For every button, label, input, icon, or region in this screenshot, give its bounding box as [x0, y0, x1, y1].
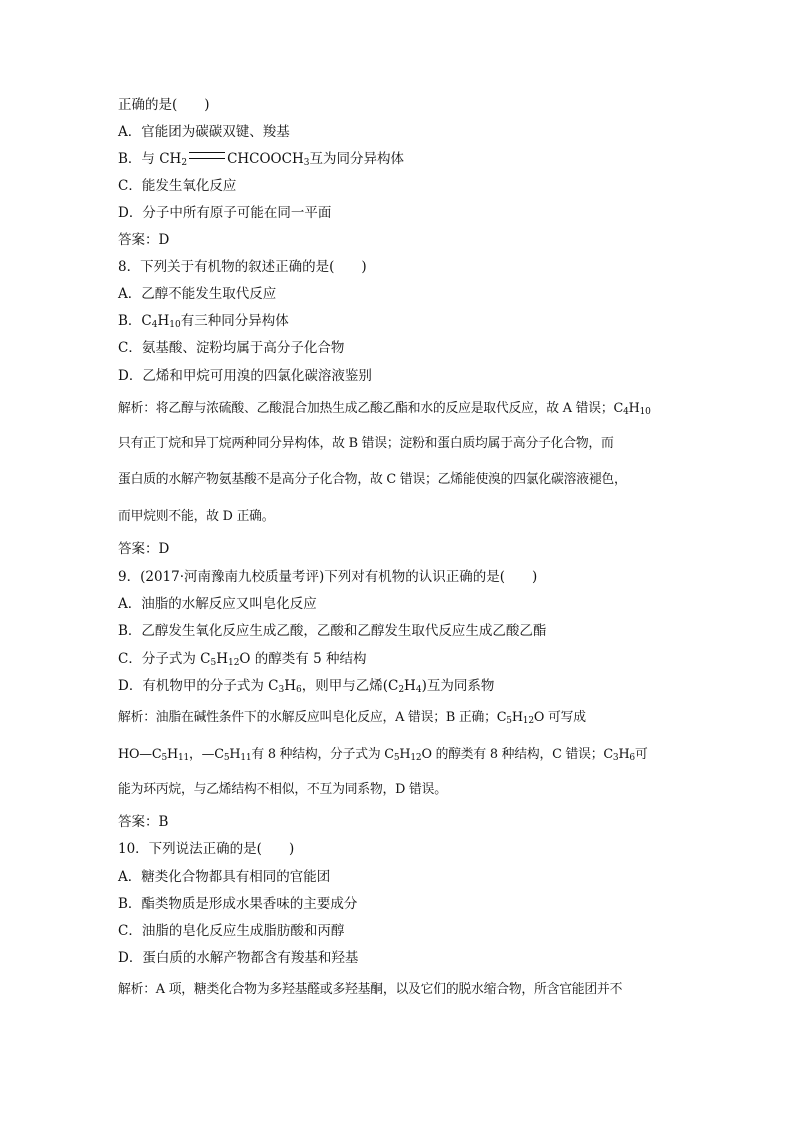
q8-explanation-line-4: 而甲烷则不能，故 D 正确。 — [118, 509, 275, 524]
q8-option-b: B．$C_4H_{10}$有三种同分异构体 — [118, 313, 289, 330]
q8-explanation-line-2: 只有正丁烷和异丁烷两种同分异构体，故 B 错误；淀粉和蛋白质均属于高分子化合物，而 — [118, 436, 614, 451]
q9-explanation-line-2: $HO—C_5H_{11}$，$—C_5H_{11}$有 8 种结构，分子式为 $C_5H_{12}O$ 的醇类有 8 种结构，C 错误；$C_3H_6$可 — [118, 747, 648, 763]
double-bond-symbol — [189, 152, 225, 159]
q8-option-a: A．乙醇不能发生取代反应 — [118, 286, 277, 302]
q7-option-d: D．分子中所有原子可能在同一平面 — [118, 205, 332, 221]
q9-option-d: D．有机物甲的分子式为 $C_3H_6$，则甲与乙烯$(C_2H_4)$互为同系物 — [118, 678, 495, 695]
q8-explanation-line-1: 解析：将乙醇与浓硫酸、乙酸混合加热生成乙酸乙酯和水的反应是取代反应，故 A 错误；$C_4H_{10}$ — [118, 401, 651, 417]
q10-option-b: B．酯类物质是形成水果香味的主要成分 — [118, 896, 358, 912]
q7-stem-tail: 正确的是( ) — [118, 97, 210, 113]
q10-stem: 10．下列说法正确的是( ) — [118, 841, 295, 857]
q8-explanation-line-3: 蛋白质的水解产物氨基酸不是高分子化合物，故 C 错误；乙烯能使溴的四氯化碳溶液褪色， — [118, 472, 627, 487]
q10-option-c: C．油脂的皂化反应生成脂肪酸和丙醇 — [118, 923, 345, 939]
q9-answer: 答案：B — [118, 814, 169, 830]
q8-stem: 8．下列关于有机物的叙述正确的是( ) — [118, 259, 367, 275]
q7-option-b: B．与 $CH_2$ $CHCOOCH_3$互为同分异构体 — [118, 151, 404, 168]
q9-option-a: A．油脂的水解反应又叫皂化反应 — [118, 596, 317, 612]
q10-option-d: D．蛋白质的水解产物都含有羧基和羟基 — [118, 950, 359, 966]
q7-option-c: C．能发生氧化反应 — [118, 178, 237, 194]
q8-answer: 答案：D — [118, 541, 170, 557]
q7-option-a: A．官能团为碳碳双键、羧基 — [118, 124, 290, 140]
q8-option-c: C．氨基酸、淀粉均属于高分子化合物 — [118, 340, 345, 356]
q10-option-a: A．糖类化合物都具有相同的官能团 — [118, 869, 331, 885]
q9-explanation-line-1: 解析：油脂在碱性条件下的水解反应叫皂化反应，A 错误；B 正确；$C_5H_{12}O$ 可写成 — [118, 710, 586, 726]
q10-explanation-line-1: 解析：A 项，糖类化合物为多羟基醛或多羟基酮，以及它们的脱水缩合物，所含官能团并不 — [118, 982, 623, 997]
q7-answer: 答案：D — [118, 232, 170, 248]
q9-option-c: C．分子式为 $C_5H_{12}O$ 的醇类有 5 种结构 — [118, 651, 367, 668]
q9-explanation-line-3: 能为环丙烷，与乙烯结构不相似，不互为同系物，D 错误。 — [118, 782, 447, 797]
q9-stem: 9．(2017·河南豫南九校质量考评)下列对有机物的认识正确的是( ) — [118, 569, 538, 585]
q9-option-b: B．乙醇发生氧化反应生成乙酸，乙酸和乙醇发生取代反应生成乙酸乙酯 — [118, 623, 547, 639]
q8-option-d: D．乙烯和甲烷可用溴的四氯化碳溶液鉴别 — [118, 368, 372, 384]
